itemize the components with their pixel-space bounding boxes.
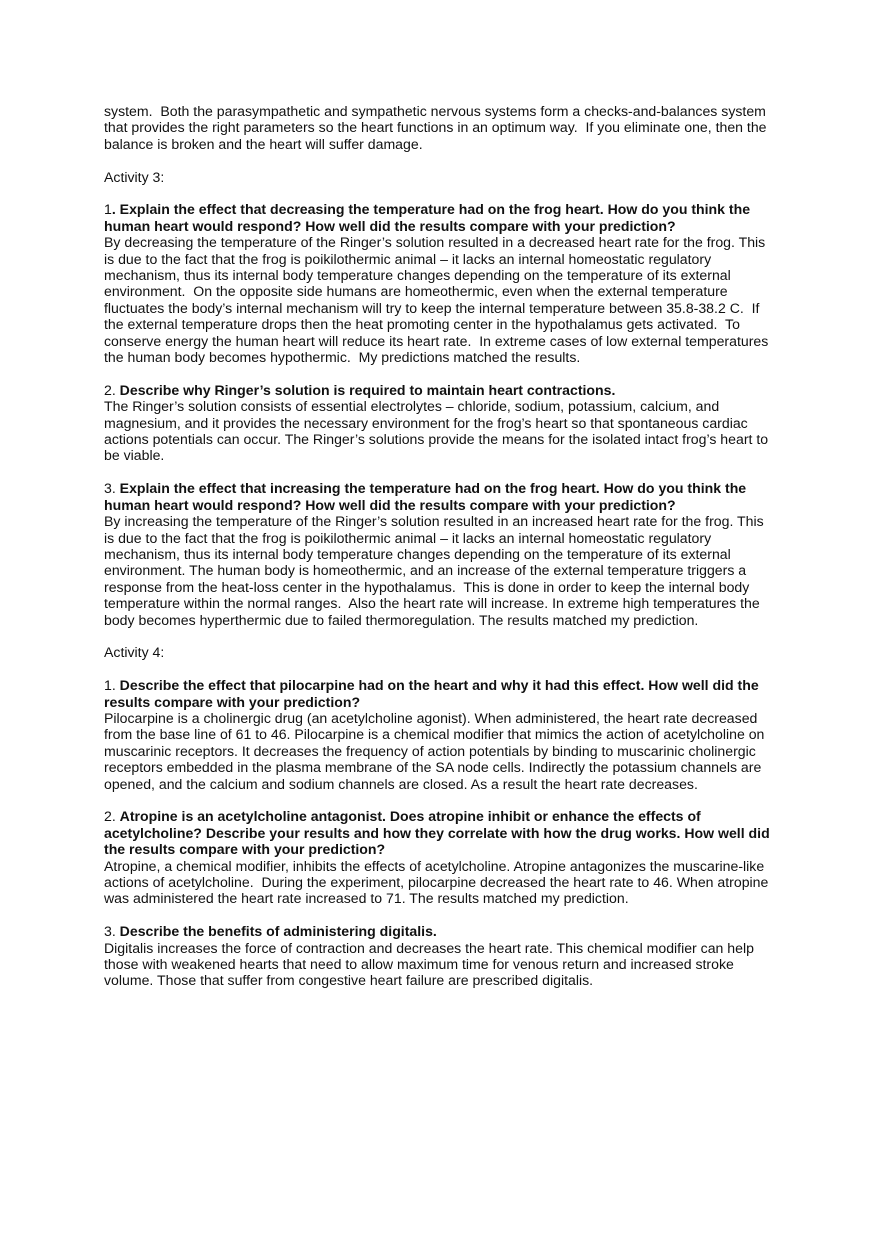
activity-4-answer-2: Atropine, a chemical modifier, inhibits the effects of acetylcholine. Atropine antagonizes the muscarine-like actions of acetylcholine. During the experiment, pilocarpine decreased the heart rate to 46. When atropine was administered the heart rate increased to 71. The results matched my prediction.: [104, 857, 773, 907]
question-number: 3.: [104, 480, 120, 497]
spacer: [104, 152, 776, 168]
activity-4-question-2: [104, 808, 776, 857]
question-text: Explain the effect that increasing the temperature had on the frog heart. How do you think the human heart would respond? How well did the results compare with your prediction?: [104, 480, 751, 513]
activity-3-answer-2: The Ringer’s solution consists of essential electrolytes – chloride, sodium, potassium, calcium, and magnesium, and it provides the necessary environment for the frog’s heart so that spontaneous cardiac actions potentials can occur. The Ringer’s solutions provide the means for the isolated intact frog’s heart to be viable.: [104, 398, 773, 464]
activity-3-question-2: [104, 382, 776, 398]
spacer: [104, 661, 776, 677]
spacer: [104, 185, 776, 201]
question-number: 1.: [104, 677, 120, 694]
spacer: [104, 365, 776, 381]
question-text: . Explain the effect that decreasing the temperature had on the frog heart. How do you think the human heart would respond? How well did the results compare with your prediction?: [104, 201, 754, 234]
question-text: Atropine is an acetylcholine antagonist. Does atropine inhibit or enhance the effects of acetylcholine? Describe your results and how they correlate with how the drug works. How well did the results compare with your prediction?: [104, 808, 774, 858]
spacer: [104, 464, 776, 480]
activity-3-question-1: [104, 201, 776, 234]
question-text: Describe why Ringer’s solution is required to maintain heart contractions.: [119, 381, 616, 398]
spacer: [104, 907, 776, 923]
activity-4-answer-1: Pilocarpine is a cholinergic drug (an acetylcholine agonist). When administered, the heart rate decreased from the base line of 61 to 46. Pilocarpine is a chemical modifier that mimics the action of acetylcholine on muscarinic receptors. It decreases the frequency of action potentials by binding to muscarinic cholinergic receptors embedded in the plasma membrane of the SA node cells. Indirectly the potassium channels are opened, and the calcium and sodium channels are closed. As a result the heart rate decreases.: [104, 709, 769, 792]
question-text: Describe the effect that pilocarpine had on the heart and why it had this effect. How well did the results compare with your prediction?: [104, 677, 763, 710]
question-number: 2.: [104, 808, 120, 825]
activity-3-answer-1: By decreasing the temperature of the Ringer’s solution resulted in a decreased heart rate for the frog. This is due to the fact that the frog is poikilothermic animal – it lacks an internal homeostatic regulatory mechanism, thus its internal body temperature changes depending on the temperature of its external environment. On the opposite side humans are homeothermic, even when the external temperature fluctuates the body’s internal mechanism will try to keep the internal temperature between 35.8-38.2 C. If the external temperature drops then the heat promoting center in the hypothalamus gets activated. To conserve energy the human heart will reduce its heart rate. In extreme cases of low external temperatures the human body becomes hypothermic. My predictions matched the results.: [104, 234, 773, 366]
activity-3-question-3: [104, 480, 776, 513]
activity-4-heading: Activity 4:: [104, 644, 165, 661]
activity-3-answer-3: By increasing the temperature of the Ringer’s solution resulted in an increased heart rate for the frog. This is due to the fact that the frog is poikilothermic animal – it lacks an internal homeostatic regulatory mechanism, thus its internal body temperature changes depending on the temperature of its external environment. The human body is homeothermic, and an increase of the external temperature triggers a response from the heat-loss center in the hypothalamus. This is done in order to keep the internal body temperature within the normal ranges. Also the heart rate will increase. In extreme high temperatures the body becomes hyperthermic due to failed thermoregulation. The results matched my prediction.: [104, 513, 768, 628]
spacer: [104, 792, 776, 808]
question-number: 2.: [104, 381, 120, 398]
question-number: 3.: [104, 923, 120, 940]
intro-paragraph: system. Both the parasympathetic and sympathetic nervous systems form a checks-and-balances system that provides the right parameters so the heart functions in an optimum way. If you eliminate one, then the balance is broken and the heart will suffer damage.: [104, 103, 771, 152]
question-text: Describe the benefits of administering digitalis.: [119, 923, 437, 940]
spacer: [104, 628, 776, 644]
activity-4-question-1: [104, 677, 776, 710]
activity-4-answer-3: Digitalis increases the force of contraction and decreases the heart rate. This chemical modifier can help those with weakened hearts that need to allow maximum time for venous return and increased stroke volume. Those that suffer from congestive heart failure are prescribed digitalis.: [104, 939, 758, 989]
document-page: [104, 103, 776, 989]
activity-3-heading: Activity 3:: [104, 168, 165, 185]
question-number: 1: [104, 201, 112, 218]
activity-4-question-3: [104, 923, 776, 939]
